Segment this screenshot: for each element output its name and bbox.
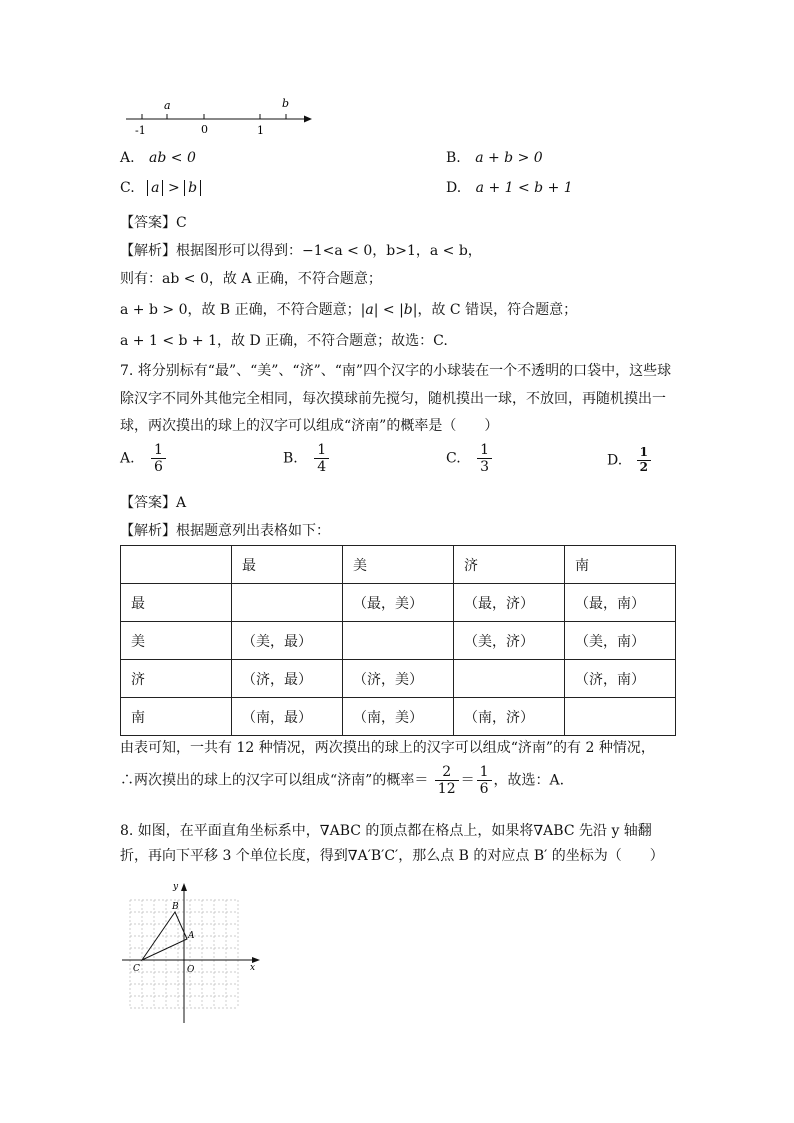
table-row <box>121 660 676 698</box>
axis-x-label: x <box>250 963 256 973</box>
equals: ＝ <box>460 772 475 789</box>
table-cell: （南，最） <box>232 698 343 736</box>
analysis-text: 根据题意列出表格如下： <box>176 523 330 539</box>
table-row <box>121 546 676 584</box>
analysis-label: 【解析】 <box>120 243 176 259</box>
table-row <box>121 698 676 736</box>
outcome-table <box>120 545 676 736</box>
q8-line-2: 折，再向下平移 3 个单位长度，得到∇A′B′C′，那么点 B 的对应点 B′ 的坐标为（ ） <box>120 848 664 864</box>
table-cell: （美，最） <box>232 622 343 660</box>
table-cell: （济，美） <box>343 660 454 698</box>
point-a-label: A <box>188 931 195 941</box>
q6-analysis-4: a + 1 < b + 1，故 D 正确，不符合题意；故选：C. <box>120 333 448 349</box>
answer-label: 【答案】 <box>120 215 176 231</box>
option-letter: B. <box>446 150 461 166</box>
number-line-figure <box>120 95 320 140</box>
option-letter: C. <box>446 450 461 467</box>
coordinate-grid-figure <box>120 875 270 1025</box>
axis-y-label: y <box>173 882 179 892</box>
point-b-label: b <box>282 97 290 110</box>
q7-option-b <box>283 442 331 475</box>
op: > <box>167 180 180 196</box>
option-letter: B. <box>283 450 298 467</box>
q7-line-3: 球，两次摸出的球上的汉字可以组成“济南”的概率是（ ） <box>120 418 499 434</box>
origin-label: O <box>187 965 195 975</box>
fraction: $\frac{1}{2}$ <box>637 446 651 475</box>
table-cell: （济，最） <box>232 660 343 698</box>
table-row <box>121 622 676 660</box>
option-letter: A. <box>120 150 135 166</box>
q6-option-d <box>446 180 573 196</box>
tick-label-minus1: -1 <box>135 124 146 137</box>
table-cell: （最，美） <box>343 584 454 622</box>
q7-option-d <box>607 446 653 475</box>
point-b-label: B <box>172 902 179 912</box>
q7-option-a <box>120 442 168 475</box>
q6-analysis-1 <box>120 240 482 260</box>
analysis-text: ，故 C 错误，符合题意； <box>417 302 578 318</box>
fraction: $\frac{1}{6}$ <box>477 764 492 797</box>
table-cell: （南，美） <box>343 698 454 736</box>
q6-option-c <box>120 180 201 196</box>
q7-option-c <box>446 442 494 475</box>
analysis-label: 【解析】 <box>120 523 176 539</box>
table-cell <box>454 660 565 698</box>
table-cell: （南，济） <box>454 698 565 736</box>
q6-analysis-3 <box>120 299 577 319</box>
q6-answer <box>120 212 187 232</box>
fraction: $\frac{1}{6}$ <box>151 442 166 475</box>
table-cell: 南 <box>565 546 676 584</box>
conclusion-text: ，故选：A. <box>493 772 565 789</box>
table-cell: （最，济） <box>454 584 565 622</box>
option-expr: ab < 0 <box>149 150 196 166</box>
fraction: $\frac{1}{4}$ <box>314 442 329 475</box>
table-cell: 南 <box>121 698 232 736</box>
answer-value: C <box>176 215 187 231</box>
abs-a: a <box>147 180 163 196</box>
point-a-label: a <box>164 99 171 112</box>
analysis-text: 根据图形可以得到：−1<a < 0，b>1，a < b， <box>176 243 482 259</box>
table-cell: 济 <box>121 660 232 698</box>
q7-line-2: 除汉字不同外其他完全相同，每次摸球前先搅匀，随机摸出一球，不放回，再随机摸出一 <box>120 391 666 407</box>
table-cell: （美，济） <box>454 622 565 660</box>
table-cell: （美，南） <box>565 622 676 660</box>
option-letter: D. <box>607 452 623 469</box>
answer-value: A <box>176 495 187 511</box>
q7-analysis <box>120 520 330 540</box>
conclusion-text: ∴两次摸出的球上的汉字可以组成“济南”的概率＝ <box>120 772 429 789</box>
q6-option-a <box>120 150 196 166</box>
table-cell <box>565 698 676 736</box>
table-cell: （济，南） <box>565 660 676 698</box>
option-expr: a + 1 < b + 1 <box>475 180 573 196</box>
table-cell <box>232 584 343 622</box>
option-letter: C. <box>120 180 135 196</box>
abs-b: b <box>184 180 201 196</box>
analysis-text: a + b > 0，故 B 正确，不符合题意； <box>120 302 361 318</box>
q7-conclusion-2 <box>120 764 564 797</box>
table-cell: 美 <box>343 546 454 584</box>
q7-answer <box>120 492 186 512</box>
table-cell: 美 <box>121 622 232 660</box>
tick-label-0: 0 <box>201 123 208 136</box>
option-letter: D. <box>446 180 462 196</box>
fraction: $\frac{2}{12}$ <box>435 764 459 797</box>
abs-compare: |a| < |b| <box>360 302 418 318</box>
option-expr: a + b > 0 <box>475 150 543 166</box>
table-cell <box>121 546 232 584</box>
table-cell: 济 <box>454 546 565 584</box>
table-cell <box>343 622 454 660</box>
table-cell: （最，南） <box>565 584 676 622</box>
point-c-label: C <box>133 964 140 974</box>
q6-option-b <box>446 150 543 166</box>
answer-label: 【答案】 <box>120 495 176 511</box>
q7-conclusion-1: 由表可知，一共有 12 种情况，两次摸出的球上的汉字可以组成“济南”的有 2 种情况， <box>120 740 655 756</box>
table-cell: 最 <box>232 546 343 584</box>
table-row <box>121 584 676 622</box>
q8-line-1: 8. 如图，在平面直角坐标系中，∇ABC 的顶点都在格点上，如果将∇ABC 先沿 y 轴翻 <box>120 823 652 839</box>
q6-analysis-2: 则有：ab < 0，故 A 正确，不符合题意； <box>120 271 382 287</box>
table-cell: 最 <box>121 584 232 622</box>
fraction: $\frac{1}{3}$ <box>477 442 492 475</box>
tick-label-1: 1 <box>257 124 264 137</box>
option-letter: A. <box>120 450 135 467</box>
q7-line-1: 7. 将分别标有“最”、“美”、“济”、“南”四个汉字的小球装在一个不透明的口袋中，这些球 <box>120 363 672 379</box>
